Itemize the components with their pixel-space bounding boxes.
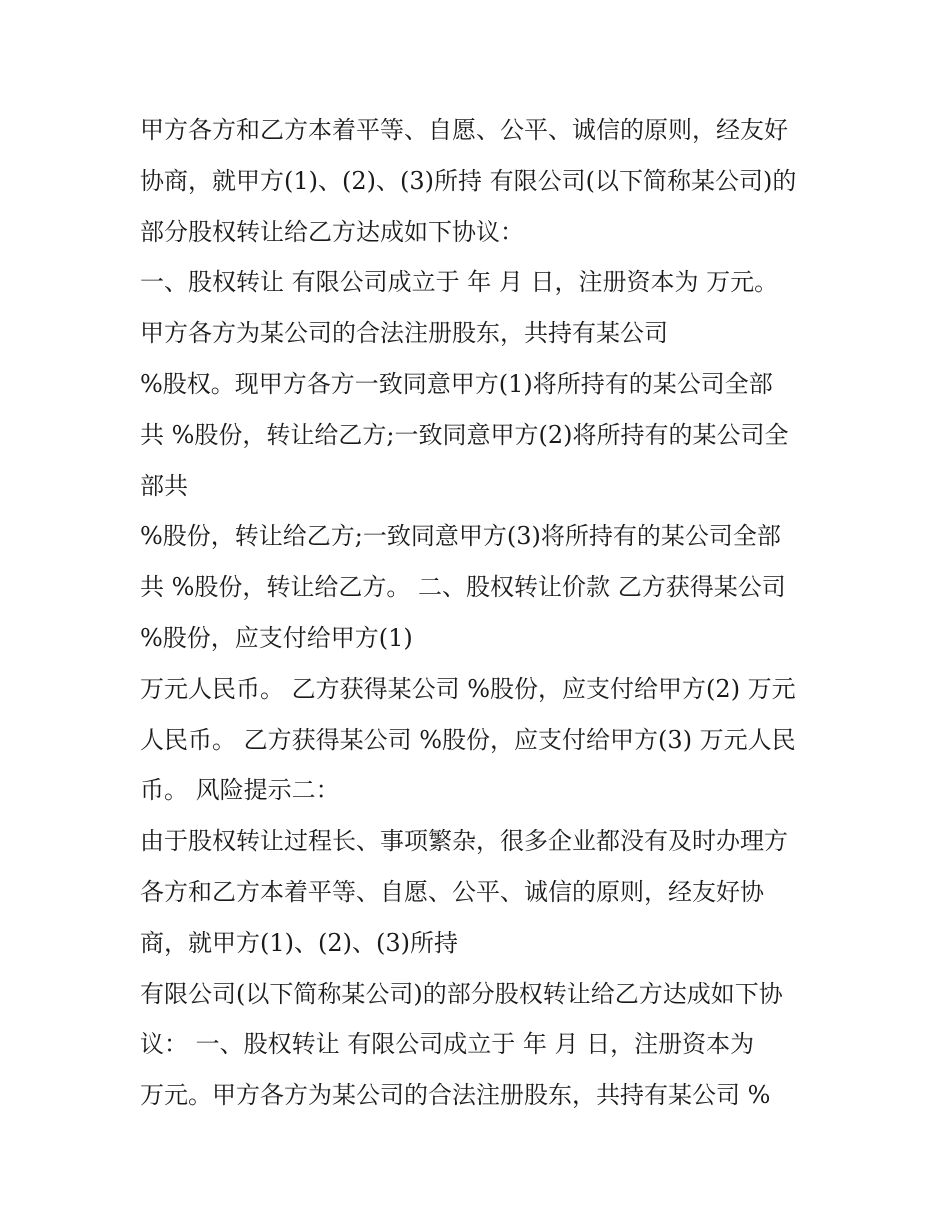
text-line: 协商，就甲方(1)、(2)、(3)所持 有限公司(以下简称某公司)的 bbox=[140, 166, 797, 195]
text-line: 共 %股份，转让给乙方。 二、股权转让价款 乙方获得某公司 bbox=[140, 573, 786, 602]
text-line: 各方和乙方本着平等、自愿、公平、诚信的原则，经友好协 bbox=[140, 877, 764, 906]
text-line: %股权。现甲方各方一致同意甲方(1)将所持有的某公司全部 bbox=[140, 369, 773, 398]
text-line: 万元。甲方各方为某公司的合法注册股东，共持有某公司 % bbox=[140, 1081, 771, 1110]
text-line: 人民币。 乙方获得某公司 %股份，应支付给甲方(3) 万元人民 bbox=[140, 725, 796, 754]
text-line: 商，就甲方(1)、(2)、(3)所持 bbox=[140, 928, 458, 957]
text-line: 部分股权转让给乙方达成如下协议： bbox=[140, 217, 524, 246]
text-line: 一、股权转让 有限公司成立于 年 月 日，注册资本为 万元。 bbox=[140, 268, 779, 297]
text-line: 币。 风险提示二： bbox=[140, 776, 340, 805]
text-line: 甲方各方和乙方本着平等、自愿、公平、诚信的原则，经友好 bbox=[140, 116, 788, 144]
text-line: 议： 一、股权转让 有限公司成立于 年 月 日，注册资本为 bbox=[140, 1030, 755, 1059]
text-line: 由于股权转让过程长、事项繁杂，很多企业都没有及时办理方 bbox=[140, 827, 788, 856]
document-body bbox=[140, 105, 840, 1121]
text-line: 部共 bbox=[140, 471, 188, 500]
text-line: %股份，应支付给甲方(1) bbox=[140, 623, 413, 652]
text-line: 共 %股份，转让给乙方;一致同意甲方(2)将所持有的某公司全 bbox=[140, 420, 789, 449]
text-line: %股份，转让给乙方;一致同意甲方(3)将所持有的某公司全部 bbox=[140, 522, 781, 551]
text-line: 甲方各方为某公司的合法注册股东，共持有某公司 bbox=[140, 319, 668, 348]
text-line: 万元人民币。 乙方获得某公司 %股份，应支付给甲方(2) 万元 bbox=[140, 674, 796, 703]
text-line: 有限公司(以下简称某公司)的部分股权转让给乙方达成如下协 bbox=[140, 979, 783, 1008]
